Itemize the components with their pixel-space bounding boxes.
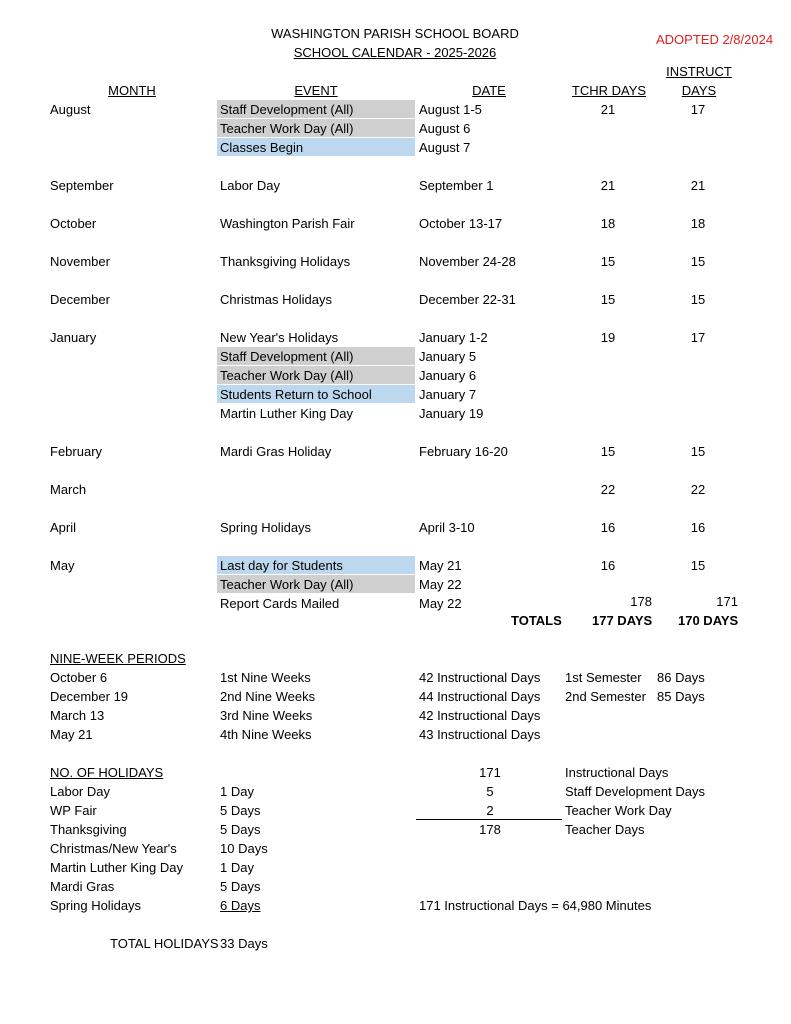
holiday-name: Labor Day — [50, 784, 110, 799]
totals-label: TOTALS — [511, 613, 562, 628]
holiday-name: WP Fair — [50, 803, 97, 818]
instruct-days-sum: 171 — [716, 594, 738, 609]
instruct-days-value: 16 — [690, 520, 706, 535]
holiday-days: 1 Day — [220, 860, 254, 875]
event-date: January 6 — [419, 368, 477, 383]
month-label: August — [50, 102, 91, 117]
event-date: December 22-31 — [419, 292, 516, 307]
tchr-days-column-header: TCHR DAYS — [571, 83, 647, 98]
holiday-name: Mardi Gras — [50, 879, 115, 894]
instruct-days-value: 21 — [690, 178, 706, 193]
event-name: Classes Begin — [220, 140, 304, 155]
summary-divider — [416, 819, 562, 820]
event-date: February 16-20 — [419, 444, 508, 459]
holiday-days: 5 Days — [220, 803, 261, 818]
period-days: 42 Instructional Days — [419, 708, 541, 723]
event-date: April 3-10 — [419, 520, 475, 535]
event-name: New Year's Holidays — [220, 330, 339, 345]
instruct-days-value: 15 — [690, 254, 706, 269]
event-date: August 1-5 — [419, 102, 482, 117]
instruct-column-header: INSTRUCT — [666, 64, 732, 79]
instruct-days-value: 15 — [690, 558, 706, 573]
calendar-title: SCHOOL CALENDAR - 2025-2026 — [293, 45, 497, 60]
period-end-date: October 6 — [50, 670, 108, 685]
nine-week-heading: NINE-WEEK PERIODS — [50, 651, 186, 666]
event-name: Teacher Work Day (All) — [220, 368, 354, 383]
month-label: October — [50, 216, 97, 231]
tchr-days-value: 15 — [600, 292, 616, 307]
tchr-days-value: 16 — [600, 558, 616, 573]
adopted-date: ADOPTED 2/8/2024 — [656, 32, 774, 47]
period-days: 43 Instructional Days — [419, 727, 541, 742]
period-end-date: March 13 — [50, 708, 105, 723]
event-name: Washington Parish Fair — [220, 216, 355, 231]
tchr-days-value: 19 — [600, 330, 616, 345]
event-date: January 7 — [419, 387, 477, 402]
event-name: Labor Day — [220, 178, 280, 193]
period-label: 2nd Nine Weeks — [220, 689, 316, 704]
event-name: Last day for Students — [220, 558, 343, 573]
month-column-header: MONTH — [108, 83, 156, 98]
holiday-name: Martin Luther King Day — [50, 860, 183, 875]
date-column-header: DATE — [472, 83, 506, 98]
event-date: May 21 — [419, 558, 462, 573]
instruct-days-value: 15 — [690, 444, 706, 459]
event-date: May 22 — [419, 596, 462, 611]
month-label: November — [50, 254, 110, 269]
month-label: December — [50, 292, 110, 307]
tchr-days-value: 22 — [600, 482, 616, 497]
event-name: Mardi Gras Holiday — [220, 444, 332, 459]
event-name: Christmas Holidays — [220, 292, 332, 307]
holiday-days: 5 Days — [220, 822, 261, 837]
month-label: February — [50, 444, 103, 459]
event-name: Report Cards Mailed — [220, 596, 340, 611]
tchr-days-sum: 178 — [630, 594, 652, 609]
period-end-date: May 21 — [50, 727, 93, 742]
month-label: March — [50, 482, 87, 497]
period-label: 1st Nine Weeks — [220, 670, 311, 685]
holiday-days: 5 Days — [220, 879, 261, 894]
semester-label: 1st Semester — [565, 670, 642, 685]
month-label: September — [50, 178, 114, 193]
event-name: Spring Holidays — [220, 520, 312, 535]
summary-number: 5 — [486, 784, 494, 799]
summary-number: 171 — [479, 765, 501, 780]
total-holidays-label: TOTAL HOLIDAYS — [110, 936, 219, 951]
event-name: Teacher Work Day (All) — [220, 121, 354, 136]
summary-label: Teacher Days — [565, 822, 645, 837]
holiday-days: 6 Days — [220, 898, 261, 913]
event-date: August 6 — [419, 121, 471, 136]
instruct-days-value: 17 — [690, 102, 706, 117]
event-name: Staff Development (All) — [220, 349, 354, 364]
event-date: May 22 — [419, 577, 462, 592]
period-days: 44 Instructional Days — [419, 689, 541, 704]
summary-label: Teacher Work Day — [565, 803, 672, 818]
event-date: January 19 — [419, 406, 484, 421]
holiday-name: Christmas/New Year's — [50, 841, 177, 856]
event-name: Teacher Work Day (All) — [220, 577, 354, 592]
event-date: January 1-2 — [419, 330, 488, 345]
board-title: WASHINGTON PARISH SCHOOL BOARD — [271, 26, 519, 41]
month-label: January — [50, 330, 97, 345]
month-label: May — [50, 558, 75, 573]
instruct-days-total: 170 DAYS — [678, 613, 739, 628]
tchr-days-value: 16 — [600, 520, 616, 535]
tchr-days-value: 15 — [600, 254, 616, 269]
event-name: Thanksgiving Holidays — [220, 254, 351, 269]
summary-label: Staff Development Days — [565, 784, 705, 799]
instructional-minutes: 171 Instructional Days = 64,980 Minutes — [419, 898, 652, 913]
total-holidays-days: 33 Days — [220, 936, 268, 951]
semester-label: 2nd Semester — [565, 689, 646, 704]
instruct-days-column-header: DAYS — [681, 83, 717, 98]
semester-days: 85 Days — [657, 689, 705, 704]
semester-days: 86 Days — [657, 670, 705, 685]
tchr-days-value: 15 — [600, 444, 616, 459]
event-date: October 13-17 — [419, 216, 503, 231]
instruct-days-value: 17 — [690, 330, 706, 345]
event-column-header: EVENT — [294, 83, 338, 98]
holiday-name: Thanksgiving — [50, 822, 127, 837]
tchr-days-value: 21 — [600, 178, 616, 193]
instruct-days-value: 18 — [690, 216, 706, 231]
event-date: January 5 — [419, 349, 477, 364]
instruct-days-value: 22 — [690, 482, 706, 497]
summary-number: 2 — [486, 803, 494, 818]
event-name: Martin Luther King Day — [220, 406, 353, 421]
month-label: April — [50, 520, 77, 535]
holidays-heading: NO. OF HOLIDAYS — [50, 765, 164, 780]
instruct-days-value: 15 — [690, 292, 706, 307]
event-date: November 24-28 — [419, 254, 516, 269]
event-name: Students Return to School — [220, 387, 372, 402]
tchr-days-value: 21 — [600, 102, 616, 117]
tchr-days-total: 177 DAYS — [592, 613, 653, 628]
holiday-name: Spring Holidays — [50, 898, 142, 913]
holiday-days: 10 Days — [220, 841, 268, 856]
period-end-date: December 19 — [50, 689, 129, 704]
summary-number: 178 — [479, 822, 501, 837]
holiday-days: 1 Day — [220, 784, 254, 799]
period-label: 4th Nine Weeks — [220, 727, 312, 742]
tchr-days-value: 18 — [600, 216, 616, 231]
event-date: September 1 — [419, 178, 494, 193]
event-date: August 7 — [419, 140, 471, 155]
period-label: 3rd Nine Weeks — [220, 708, 313, 723]
period-days: 42 Instructional Days — [419, 670, 541, 685]
event-name: Staff Development (All) — [220, 102, 354, 117]
summary-label: Instructional Days — [565, 765, 669, 780]
